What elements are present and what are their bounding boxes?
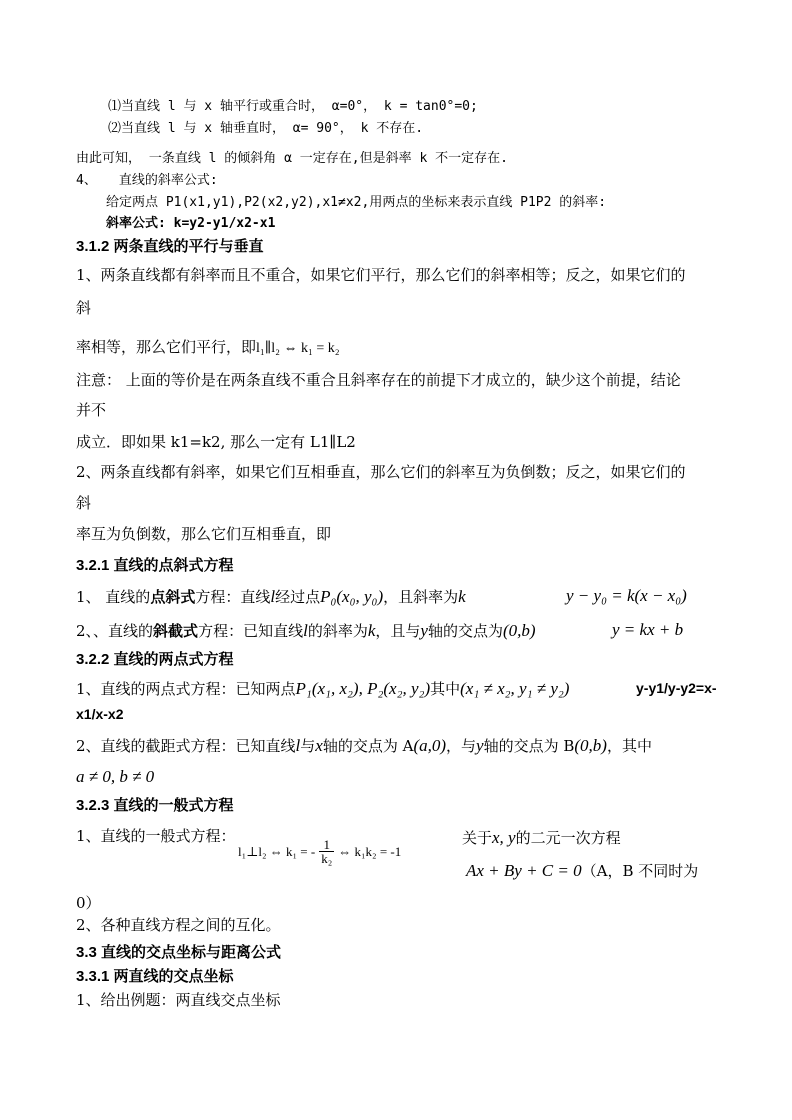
paragraph-line: 2、各种直线方程之间的互化。 [76,916,281,934]
general-form-desc [462,827,621,848]
text: 2、直线的截距式方程：已知直线 [76,737,296,755]
paragraph-line: 注意： 上面的等价是在两条直线不重合且斜率存在的前提下才成立的，缺少这个前提，结论 [76,371,681,389]
text: 与 [300,737,316,755]
fraction-numerator: 1 [323,837,330,852]
paragraph-line: 并不 [76,401,107,419]
section-heading: 3.3 直线的交点坐标与距离公式 [76,944,282,961]
text: 方程：已知直线 [198,622,304,640]
paragraph-line: 由此可知， 一条直线 l 的倾斜角 α 一定存在,但是斜率 k 不一定存在. [76,151,508,166]
text: 其中 [430,680,461,698]
math-var: l [295,736,301,755]
paragraph-line: ⑴当直线 l 与 x 轴平行或重合时， α=0°， k = tan0°=0; [108,99,478,114]
text: 的斜率为 [307,622,368,640]
formula-part: l₁⊥l₂ ⇔ k₁ = - [238,843,316,859]
paragraph-line: 1、两条直线都有斜率而且不重合，如果它们平行，那么它们的斜率相等；反之，如果它们的 [76,266,686,284]
formula-part: ⇔ k₁k₂ = -1 [338,843,402,859]
general-equation: Ax + By + C = 0 [466,861,582,880]
text: 轴的交点为 B [483,737,575,755]
general-form-label: 1、直线的一般式方程： [76,827,236,845]
text: ，且斜率为 [383,588,459,606]
text: 经过点 [275,588,321,606]
math-var: x [315,736,323,755]
text: 2、、直线的 [76,622,154,640]
slope-intercept-line [76,621,536,641]
paragraph-line: 斜 [76,494,92,512]
paragraph-line: 给定两点 P1(x1,y1),P2(x2,y2),x1≠x2,用两点的坐标来表示直线 P1P2 的斜率: [106,195,607,210]
math-condition: (x₁ ≠ x₂, y₁ ≠ y₂) [460,679,570,698]
math-var: y [420,621,428,640]
text: 方程：直线 [195,588,271,606]
math-point: (a,0) [413,736,447,755]
math-var: l [303,621,308,640]
bold-term: 点斜式 [150,588,196,606]
text: ，其中 [606,737,652,755]
point-slope-line [76,587,466,607]
math-var: k [367,621,376,640]
section-heading: 3.2.3 直线的一般式方程 [76,797,234,814]
text: 轴的交点为 A [322,737,414,755]
section-heading: 3.1.2 两条直线的平行与垂直 [76,238,264,255]
section-heading: 3.2.1 直线的点斜式方程 [76,557,234,574]
text: （A，B 不同时为 [581,862,699,880]
fraction [319,838,334,865]
math-point: (0,b) [574,736,607,755]
section-heading: 3.3.1 两直线的交点坐标 [76,968,234,985]
text: ，且与 [375,622,421,640]
paragraph-line [76,337,340,359]
paragraph-text: 率相等，那么它们平行，即 [76,338,257,356]
list-item [76,171,218,191]
paragraph-line: ⑵当直线 l 与 x 轴垂直时， α= 90°， k 不存在. [108,121,424,136]
two-point-equation: y-y1/y-y2=x- [636,680,717,696]
math-var: y [476,736,484,755]
slope-formula: 斜率公式: k=y2-y1/x2-x1 [106,216,276,231]
text: ，与 [446,737,477,755]
intercept-line [76,736,652,756]
text: 轴的交点为 [427,622,503,640]
fraction-denominator: k₂ [321,851,333,866]
general-form-eq-line [466,860,698,881]
text: 关于 [462,829,493,847]
math-point: (0,b) [502,621,536,640]
math-point: P₀(x₀, y₀) [320,587,384,606]
two-point-line [76,679,569,699]
section-heading: 3.2.2 直线的两点式方程 [76,651,234,668]
text: 1、 直线的 [76,588,151,606]
text: 1、直线的两点式方程：已知两点 [76,680,296,698]
parallel-formula: l₁∥l₂ ⇔ k₁ = k₂ [256,341,340,356]
paragraph-line: 成立．即如果 k1=k2, 那么一定有 L1∥L2 [76,433,356,451]
text: 的二元一次方程 [515,829,621,847]
paragraph-line: 2、两条直线都有斜率，如果它们互相垂直，那么它们的斜率互为负倒数；反之，如果它们的 [76,463,686,481]
point-slope-equation: y − y₀ = k(x − x₀) [566,586,687,605]
math-var: k [458,587,466,606]
perpendicular-formula [238,838,401,865]
list-text: 直线的斜率公式: [118,173,218,188]
two-point-equation-cont: x1/x-x2 [76,706,124,722]
bold-term: 斜截式 [153,622,199,640]
intercept-condition: a ≠ 0, b ≠ 0 [76,767,155,786]
math-vars: x, y [492,828,516,847]
list-number: 4、 [76,173,97,188]
paragraph-line: 1、给出例题：两直线交点坐标 [76,991,281,1009]
paragraph-line: 率互为负倒数，那么它们互相垂直，即 [76,525,332,543]
paragraph-line: 0） [76,894,101,912]
slope-intercept-equation: y = kx + b [612,620,684,639]
paragraph-line: 斜 [76,299,92,317]
math-points: P₁(x₁, x₂), P₂(x₂, y₂) [295,679,431,698]
math-var: l [270,587,276,606]
